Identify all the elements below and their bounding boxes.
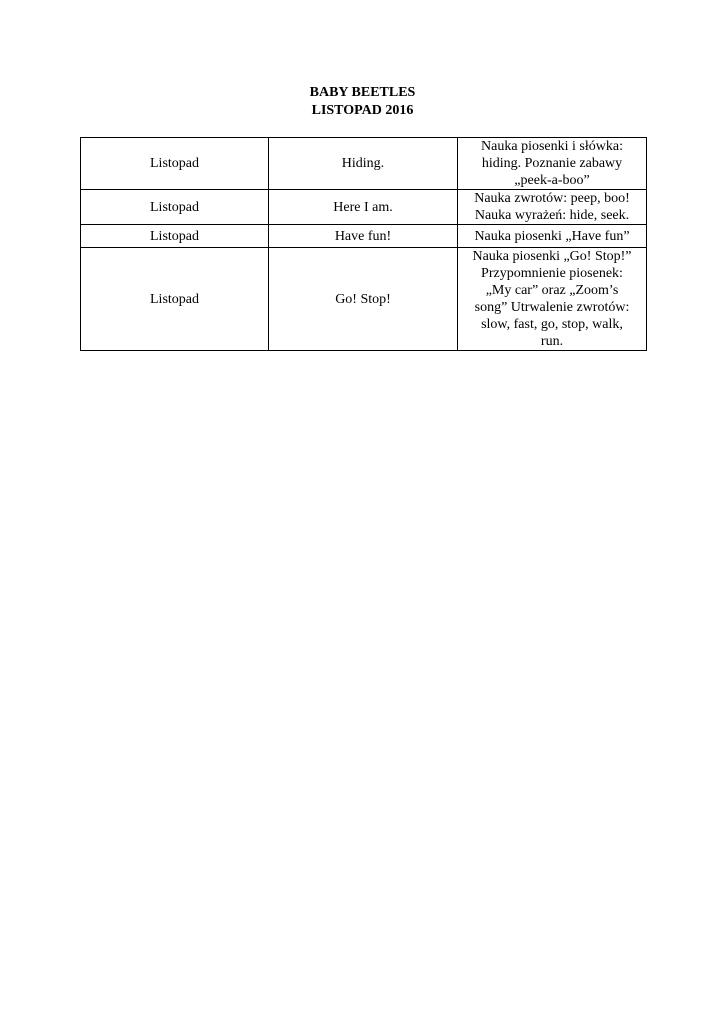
description-cell: Nauka zwrotów: peep, boo! Nauka wyrażeń: hide, seek. xyxy=(458,190,647,225)
table-row xyxy=(81,248,647,351)
description-cell: Nauka piosenki i słówka: hiding. Poznanie zabawy „peek-a-boo” xyxy=(458,138,647,190)
table-row xyxy=(81,190,647,225)
topic-cell: Hiding. xyxy=(269,138,458,190)
title-line-2: LISTOPAD 2016 xyxy=(311,103,414,118)
table-row xyxy=(81,138,647,190)
month-cell: Listopad xyxy=(81,190,269,225)
document-title xyxy=(0,84,725,120)
topic-cell: Go! Stop! xyxy=(269,248,458,351)
topic-cell: Here I am. xyxy=(269,190,458,225)
lesson-plan-table xyxy=(80,137,647,351)
topic-cell: Have fun! xyxy=(269,225,458,248)
title-line-1: BABY BEETLES xyxy=(309,85,416,100)
description-cell: Nauka piosenki „Have fun” xyxy=(458,225,647,248)
month-cell: Listopad xyxy=(81,248,269,351)
description-cell: Nauka piosenki „Go! Stop!” Przypomnienie piosenek: „My car” oraz „Zoom’s song” Utrwalenie zwrotów: slow, fast, go, stop, walk, run. xyxy=(458,248,647,351)
month-cell: Listopad xyxy=(81,138,269,190)
month-cell: Listopad xyxy=(81,225,269,248)
table-row xyxy=(81,225,647,248)
